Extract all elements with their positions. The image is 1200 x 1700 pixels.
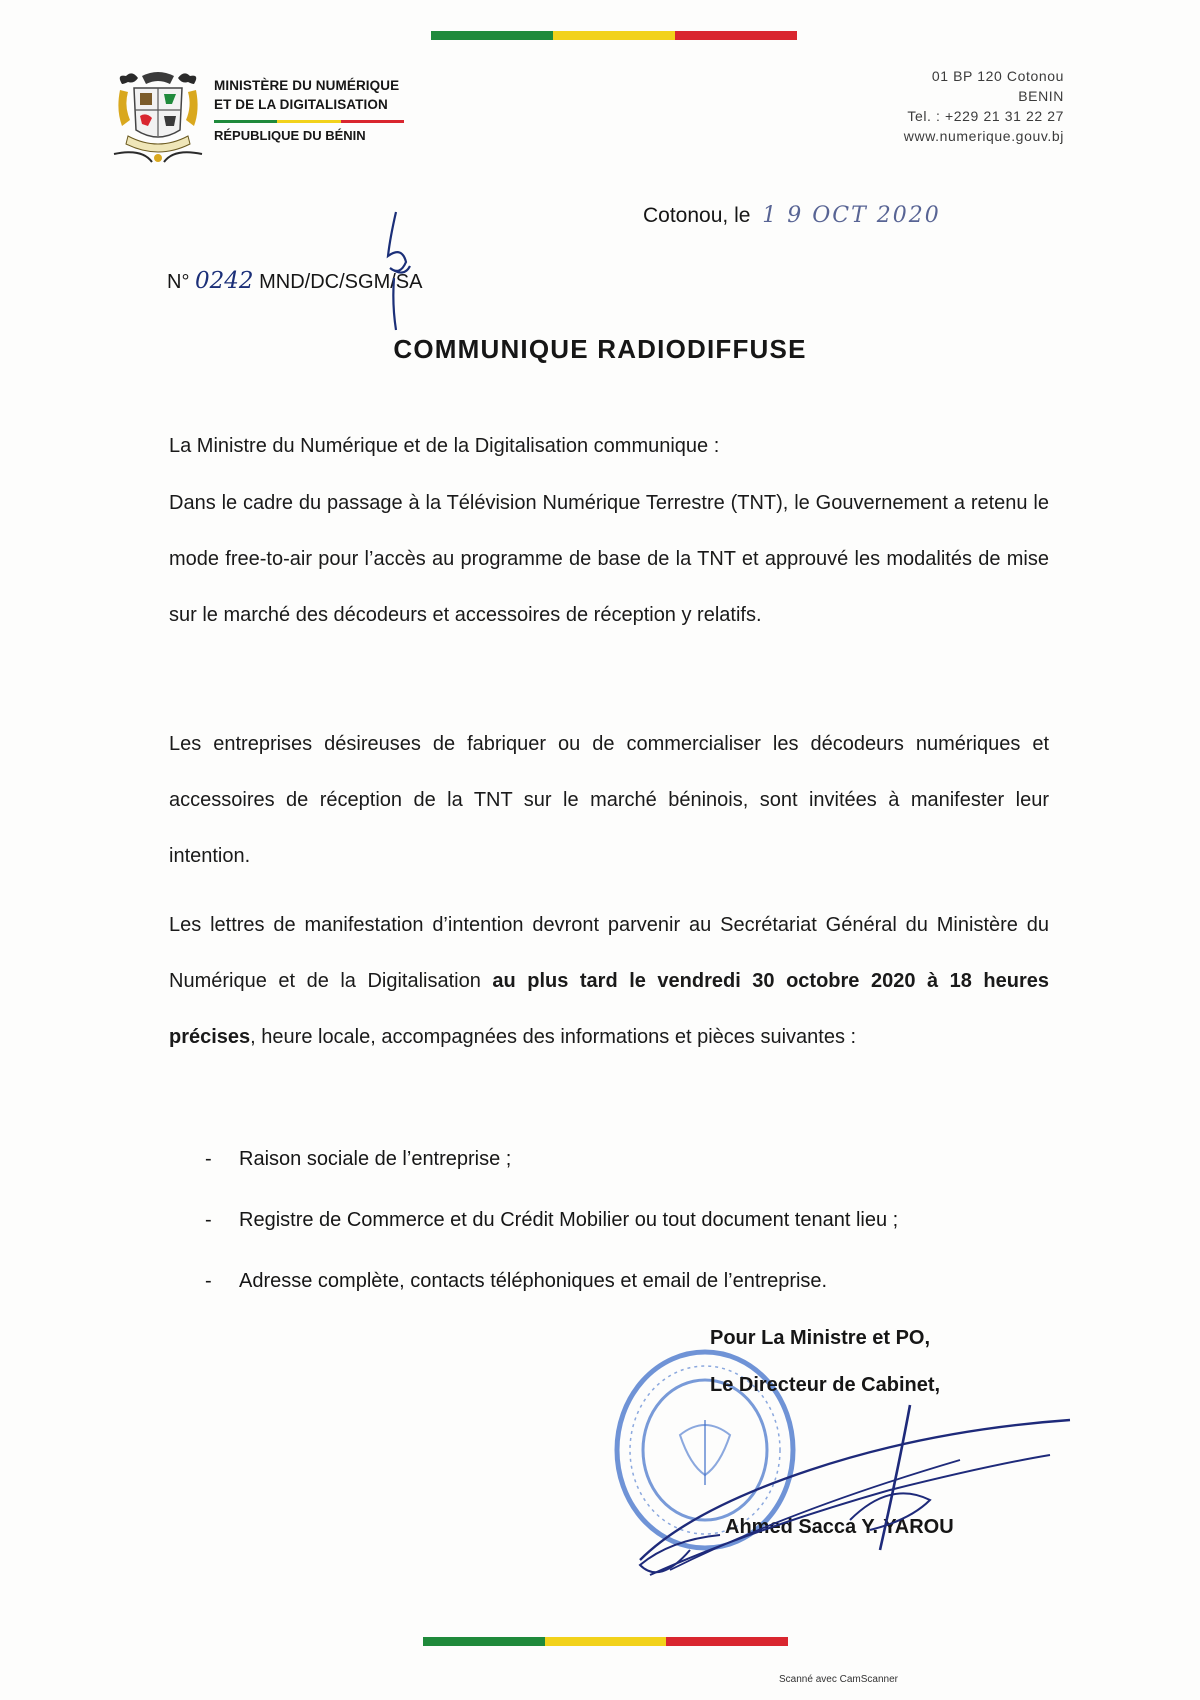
reference-suffix: MND/DC/SGM/SA (259, 271, 423, 293)
reference-handwritten-number: 0242 (195, 268, 254, 294)
deadline-text-end: , heure locale, accompagnées des informations et pièces suivantes : (250, 1026, 857, 1048)
paragraph-deadline (169, 897, 1049, 1065)
republic-name: RÉPUBLIQUE DU BÉNIN (214, 128, 366, 143)
scanner-watermark: Scanné avec CamScanner (779, 1674, 898, 1685)
paragraph-context: Dans le cadre du passage à la Télévision Numérique Terrestre (TNT), le Gouvernement a retenu le mode free-to-air pour l’accès au programme de base de la TNT et approuvé les modalités de mise sur le marché des décodeurs et accessoires de réception y relatifs. (169, 492, 1049, 626)
flag-stripe-yellow (545, 1637, 667, 1646)
paragraph-invitation: Les entreprises désireuses de fabriquer ou de commercialiser les décodeurs numériques et accessoires de réception de la TNT sur le marché béninois, sont invitées à manifester leur intention. (169, 733, 1049, 867)
rule-stripe-green (214, 120, 277, 123)
deadline-bold: au plus tard le vendredi 30 octobre 2020 à 18 heures précises (169, 970, 1050, 1048)
ministry-name-line2: ET DE LA DIGITALISATION (214, 97, 388, 112)
list-item (205, 1270, 1065, 1331)
signatory-title: Le Directeur de Cabinet, (710, 1374, 941, 1396)
list-item-text: Raison sociale de l’entreprise ; (239, 1148, 512, 1170)
address-postal: 01 BP 120 Cotonou (931, 68, 1064, 84)
ministry-heading (214, 76, 414, 143)
list-item (205, 1148, 1065, 1209)
address-website: www.numerique.gouv.bj (903, 128, 1064, 144)
top-flag-bar (431, 31, 797, 40)
reference-prefix: N° (167, 271, 190, 293)
handwritten-signature-icon (630, 1360, 1080, 1590)
flag-stripe-green (423, 1637, 545, 1646)
signature-on-behalf: Pour La Ministre et PO, (710, 1327, 931, 1349)
intro-line: La Ministre du Numérique et de la Digitalisation communique : (169, 435, 720, 457)
ministry-address (904, 66, 1064, 146)
deadline-text-start: Les lettres de manifestation d’intention devront parvenir au Secrétariat Général du Ministère du Numérique et de la Digitalisation (169, 914, 1049, 992)
list-bullet: - (205, 1270, 212, 1292)
flag-stripe-red (675, 31, 797, 40)
list-item-text: Registre de Commerce et du Crédit Mobilier ou tout document tenant lieu ; (239, 1209, 899, 1231)
rule-stripe-yellow (277, 120, 340, 123)
ministry-name-line1: MINISTÈRE DU NUMÉRIQUE (214, 78, 400, 93)
flag-stripe-yellow (553, 31, 675, 40)
dateline-prefix: Cotonou, le (643, 204, 751, 227)
list-bullet: - (205, 1209, 212, 1231)
benin-coat-of-arms-icon (112, 70, 204, 166)
rule-stripe-red (341, 120, 404, 123)
flag-stripe-red (666, 1637, 788, 1646)
requirements-list (205, 1148, 1065, 1331)
date-stamp: 1 9 OCT 2020 (762, 203, 941, 228)
document-title: COMMUNIQUE RADIODIFFUSE (393, 334, 807, 364)
signatory-name: Ahmed Sacca Y. YAROU (725, 1516, 954, 1538)
flag-stripe-green (431, 31, 553, 40)
dateline (643, 203, 941, 228)
list-item-text: Adresse complète, contacts téléphoniques et email de l’entreprise. (239, 1270, 828, 1292)
list-bullet: - (205, 1148, 212, 1170)
bottom-flag-bar (423, 1637, 788, 1646)
address-country: BENIN (1018, 88, 1064, 104)
initials-scribble-icon (360, 208, 430, 334)
address-phone: Tel. : +229 21 31 22 27 (907, 108, 1064, 124)
list-item (205, 1209, 1065, 1270)
ministry-flag-rule (214, 120, 404, 123)
